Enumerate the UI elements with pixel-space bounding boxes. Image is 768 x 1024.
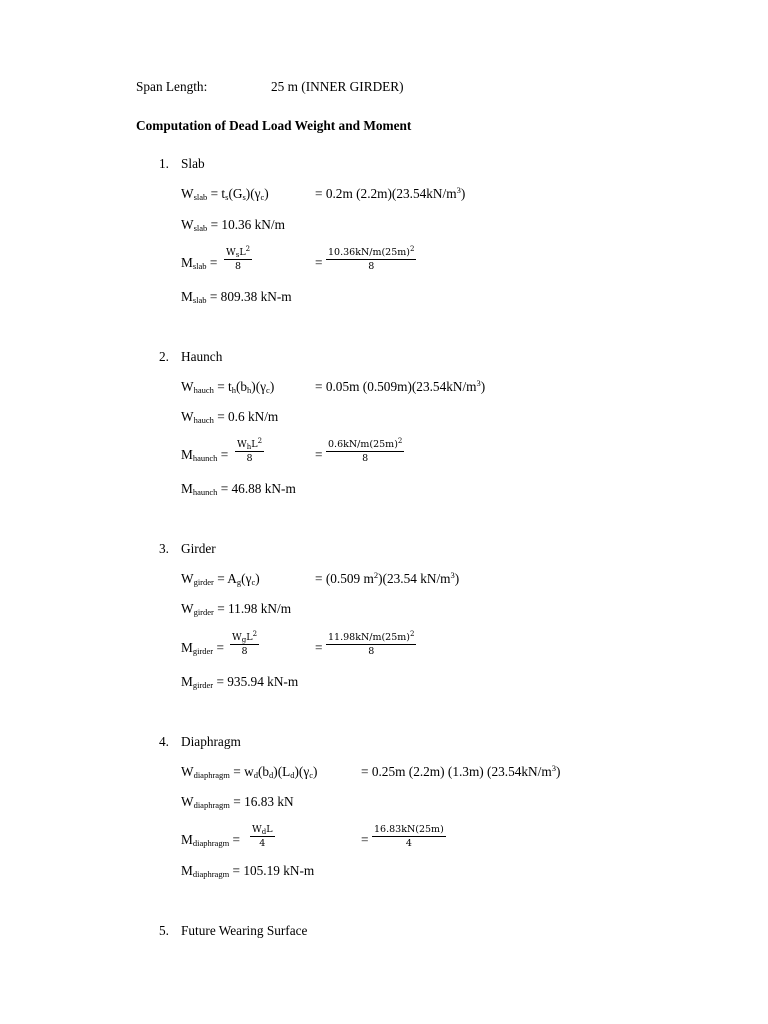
moment-subscript: haunch [192, 453, 218, 463]
weight-expression: = $t_s(G_s)(\gamma_c)$ [210, 186, 269, 202]
fraction-numerator: $W_sL^2$ [226, 245, 251, 259]
section-number: 5. [159, 923, 169, 938]
fraction-denominator: 8 [368, 261, 375, 272]
weight-symbol: W [181, 409, 194, 424]
weight-substitution: = (0.509 $m^2)(23.54$ $kN/m^3$) [315, 570, 460, 586]
section-heading: Girder [181, 541, 216, 556]
section-heading: Diaphragm [181, 734, 241, 749]
span-length-label: Span Length: [136, 79, 208, 94]
moment-result-line [181, 863, 314, 878]
moment-result-line [181, 481, 296, 496]
fraction-numerator: $0.6kN/m(25m)^2$ [328, 437, 403, 450]
moment-symbol: M [181, 255, 193, 270]
moment-symbol: M [181, 481, 193, 496]
moment-formula-lhs: $M_{diaphragm}$ = [181, 832, 241, 848]
weight-substitution: = 0.2m $(2.2m)(23.54kN/m^3)$ [315, 185, 466, 201]
moment-fraction [230, 630, 259, 657]
moment-result: = 935.94 kN-m [216, 674, 299, 689]
moment-symbol: M [181, 863, 193, 878]
section-number: 4. [159, 734, 169, 749]
weight-formula [181, 764, 317, 779]
weight-expression: = $A_g(\gamma_c)$ [217, 571, 260, 587]
section-heading: Haunch [181, 349, 223, 364]
moment-result-line [181, 289, 292, 304]
weight-result-line [181, 601, 291, 616]
fraction-denominator: 8 [362, 453, 369, 464]
weight-result: = 11.98 kN/m [217, 601, 292, 616]
moment-substitution-fraction [326, 437, 404, 464]
equals-sign: = [361, 832, 369, 847]
moment-symbol: M [181, 289, 193, 304]
moment-symbol: M [181, 640, 193, 655]
weight-substitution: = 0.05m $(0.509m)(23.54kN/m^3)$ [315, 378, 486, 394]
moment-result: = 809.38 kN-m [209, 289, 292, 304]
weight-symbol: W [181, 186, 194, 201]
moment-substitution-fraction [372, 825, 446, 849]
moment-subscript: diaphragm [192, 838, 230, 848]
weight-symbol: W [181, 571, 194, 586]
moment-subscript: girder [192, 646, 214, 656]
span-length-value: 25 m (INNER GIRDER) [271, 79, 404, 94]
fraction-numerator: $10.36kN/m(25m)^2$ [328, 245, 415, 258]
weight-result-line [181, 217, 285, 232]
weight-subscript: diaphragm [193, 800, 230, 810]
weight-formula [181, 571, 260, 586]
weight-result-line [181, 794, 294, 809]
fraction-denominator: 8 [241, 646, 248, 657]
weight-symbol: W [181, 601, 194, 616]
fraction-denominator: 4 [259, 838, 266, 849]
moment-subscript: girder [192, 680, 214, 690]
fraction-numerator: 16.83kN(25m) [374, 824, 444, 835]
weight-subscript: hauch [193, 385, 214, 395]
fraction-denominator: 4 [405, 838, 412, 849]
moment-fraction [250, 825, 275, 849]
weight-subscript: slab [193, 223, 208, 233]
equals-sign: = [315, 640, 323, 655]
moment-fraction [224, 245, 252, 272]
section-number: 2. [159, 349, 169, 364]
fraction-numerator: $W_gL^2$ [232, 630, 258, 644]
weight-formula [181, 379, 274, 394]
weight-substitution: = 0.25m (2.2m) (1.3m) $(23.54kN/m^3)$ [361, 763, 561, 779]
page-title: Computation of Dead Load Weight and Moment [136, 118, 412, 133]
moment-substitution-fraction [326, 245, 416, 272]
weight-symbol: W [181, 379, 194, 394]
fraction-numerator: $W_dL$ [252, 824, 273, 836]
moment-symbol: M [181, 674, 193, 689]
weight-result: = 10.36 kN/m [210, 217, 285, 232]
moment-formula-lhs: $M_{haunch}$ = [181, 447, 229, 463]
weight-formula [181, 186, 269, 201]
weight-subscript: girder [193, 577, 214, 587]
moment-symbol: M [181, 447, 193, 462]
section-heading: Future Wearing Surface [181, 923, 308, 938]
weight-subscript: slab [193, 192, 208, 202]
moment-formula-lhs: $M_{slab}$ = [181, 255, 218, 271]
fraction-denominator: 8 [246, 453, 253, 464]
fraction-denominator: 8 [368, 646, 375, 657]
weight-symbol: W [181, 764, 194, 779]
weight-symbol: W [181, 217, 194, 232]
weight-subscript: girder [193, 607, 214, 617]
weight-subscript: diaphragm [193, 770, 230, 780]
weight-result-line [181, 409, 278, 424]
moment-subscript: haunch [192, 487, 218, 497]
equals-sign: = [315, 255, 323, 270]
moment-result-line [181, 674, 298, 689]
moment-subscript: diaphragm [192, 869, 230, 879]
moment-substitution-fraction [326, 630, 416, 657]
fraction-numerator: $W_hL^2$ [237, 437, 263, 451]
section-number: 1. [159, 156, 169, 171]
moment-result: = 105.19 kN-m [232, 863, 315, 878]
weight-expression: = $t_h(b_h)(\gamma_c)$ [217, 379, 275, 395]
moment-formula-lhs: $M_{girder}$ = [181, 640, 224, 656]
moment-subscript: slab [192, 261, 207, 271]
moment-subscript: slab [192, 295, 207, 305]
equals-sign: = [315, 447, 323, 462]
weight-result: = 0.6 kN/m [217, 409, 279, 424]
weight-result: = 16.83 kN [233, 794, 294, 809]
fraction-denominator: 8 [235, 261, 242, 272]
section-number: 3. [159, 541, 169, 556]
fraction-numerator: $11.98kN/m(25m)^2$ [328, 630, 415, 643]
moment-symbol: M [181, 832, 193, 847]
moment-fraction [235, 437, 264, 464]
weight-symbol: W [181, 794, 194, 809]
weight-subscript: hauch [193, 415, 214, 425]
section-heading: Slab [181, 156, 205, 171]
moment-result: = 46.88 kN-m [220, 481, 296, 496]
weight-expression: = $w_d(b_d)(L_d)(\gamma_c)$ [233, 764, 318, 780]
